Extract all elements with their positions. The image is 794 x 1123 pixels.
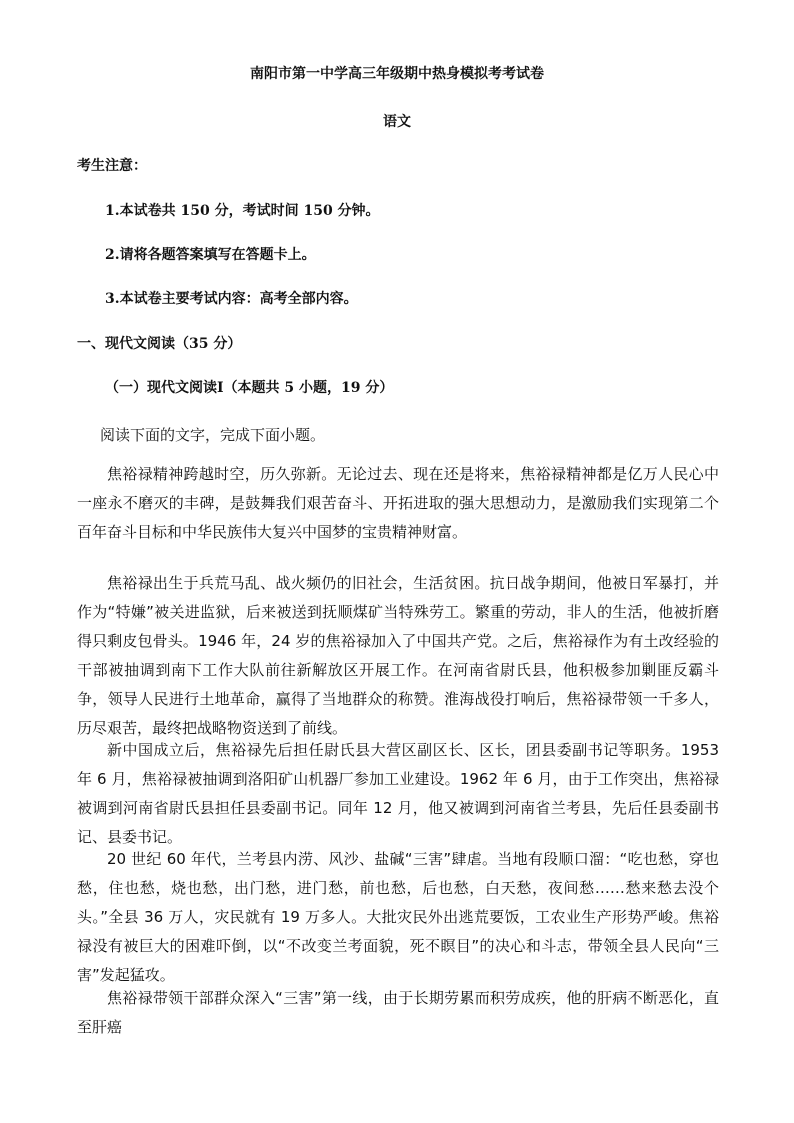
- passage-paragraph-2: 焦裕禄出生于兵荒马乱、战火频仍的旧社会，生活贫困。抗日战争期间，他被日军暴打，并作为“特嫌”被关进监狱，后来被送到抚顺煤矿当特殊劳工。繁重的劳动，非人的生活，他被折磨得只剩皮包骨头。1946 年，24 岁的焦裕禄加入了中国共产党。之后，焦裕禄作为有土改经验的干部被抽调到南下工作大队前往新解放区开展工作。在河南省尉氏县，他积极参加剿匪反霸斗争，领导人民进行土地革命，赢得了当地群众的称赞。淮海战役打响后，焦裕禄带领一千多人，历尽艰苦，最终把战略物资送到了前线。: [77, 574, 719, 737]
- subject-title: 语文: [383, 114, 411, 130]
- notice-item-1: 1.本试卷共 150 分，考试时间 150 分钟。: [105, 203, 380, 219]
- notice-item-2: 2.请将各题答案填写在答题卡上。: [105, 247, 316, 263]
- passage-paragraph-1: 焦裕禄精神跨越时空，历久弥新。无论过去、现在还是将来，焦裕禄精神都是亿万人民心中一座永不磨灭的丰碑，是鼓舞我们艰苦奋斗、开拓进取的强大思想动力，是激励我们实现第二个百年奋斗目标和中华民族伟大复兴中国梦的宝贵精神财富。: [77, 465, 719, 541]
- notice-heading: 考生注意：: [77, 158, 147, 174]
- exam-title: 南阳市第一中学高三年级期中热身模拟考考试卷: [250, 66, 544, 82]
- section-subheading: （一）现代文阅读Ⅰ（本题共 5 小题，19 分）: [105, 380, 394, 396]
- notice-item-3: 3.本试卷主要考试内容：高考全部内容。: [105, 291, 358, 307]
- reading-instruction: 阅读下面的文字，完成下面小题。: [100, 426, 326, 444]
- passage-paragraph-3: 新中国成立后，焦裕禄先后担任尉氏县大营区副区长、区长，团县委副书记等职务。1953 年 6 月，焦裕禄被抽调到洛阳矿山机器厂参加工业建设。1962 年 6 月，由于工作突出，焦裕禄被调到河南省尉氏县担任县委副书记。同年 12 月，他又被调到河南省兰考县，先后任县委副书记、县委书记。: [77, 741, 719, 846]
- section-heading: 一、现代文阅读（35 分）: [77, 336, 242, 352]
- passage-paragraph-5: 焦裕禄带领干部群众深入“三害”第一线，由于长期劳累而积劳成疾，他的肝病不断恶化，直至肝癌: [77, 989, 719, 1036]
- passage-paragraph-4: 20 世纪 60 年代，兰考县内涝、风沙、盐碱“三害”肆虐。当地有段顺口溜：“吃也愁，穿也愁，住也愁，烧也愁，出门愁，进门愁，前也愁，后也愁，白天愁，夜间愁……愁来愁去没个头。”全县 36 万人，灾民就有 19 万多人。大批灾民外出逃荒要饭，工农业生产形势严峻。焦裕禄没有被巨大的困难吓倒，以“不改变兰考面貌，死不瞑目”的决心和斗志，带领全县人民向“三害”发起猛攻。: [77, 850, 719, 984]
